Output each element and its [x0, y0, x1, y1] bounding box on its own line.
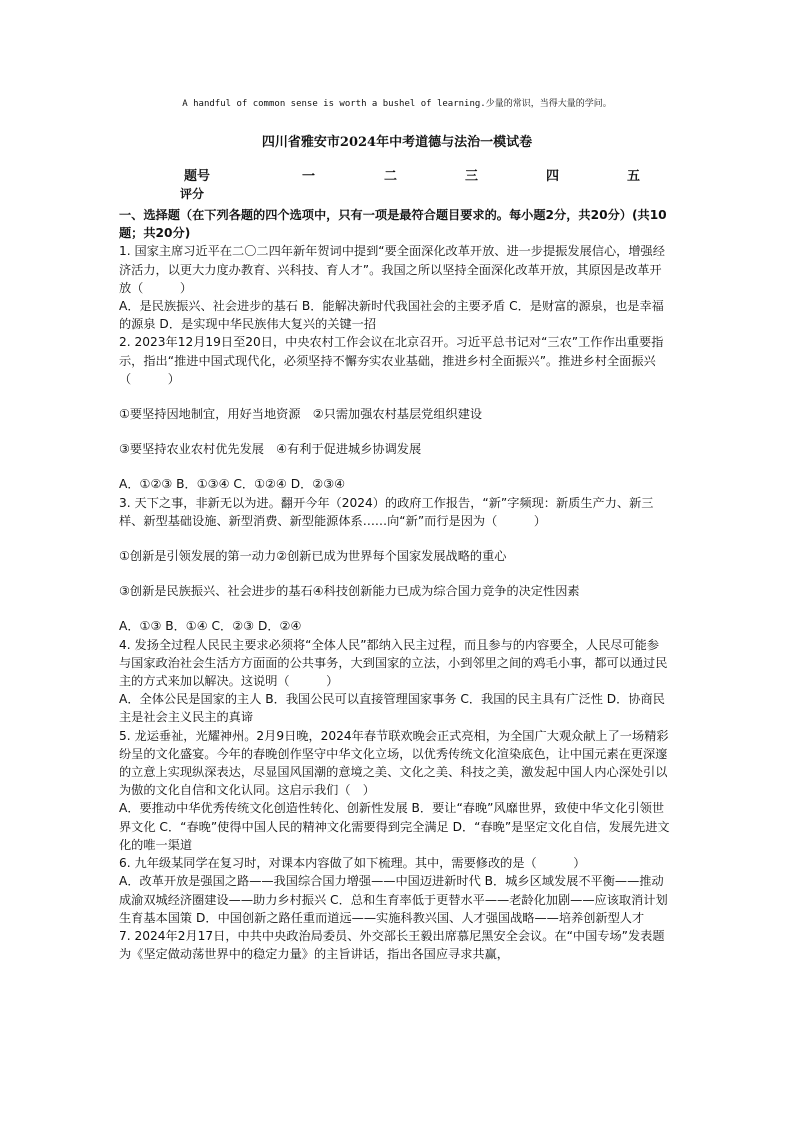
question-2-stem: 2. 2023年12月19日至20日，中央农村工作会议在北京召开。习近平总书记对“三农”工作作出重要指示，指出“推进中国式现代化，必须坚持不懈夯实农业基础，推进乡村全面振兴”。推进乡村全面振兴（ ）	[119, 335, 664, 386]
score-col-5: 五	[627, 169, 641, 184]
score-table-sublabel: 评分	[180, 187, 205, 201]
question-3-statement-2: ③创新是民族振兴、社会进步的基石④科技创新能力已成为综合国力竞争的决定性因素	[119, 584, 580, 599]
question-4-options: A．全体公民是国家的主人 B．我国公民可以直接管理国家事务 C．我国的民主具有广泛性 D．协商民主是社会主义民主的真谛	[119, 692, 665, 725]
section-heading: 一、选择题（在下列各题的四个选项中，只有一项是最符合题目要求的。每小题2分，共20分）(共10题；共20分)	[119, 208, 667, 241]
question-6-options: A．改革开放是强国之路——我国综合国力增强——中国迈进新时代 B．城乡区域发展不平衡——推动成渝双城经济圈建设——助力乡村振兴 C．总和生育率低于更替水平——老龄化加剧——应该取消计划生育基本国策 D．中国创新之路任重而道远——实施科教兴国、人才强国战略——培养创新型人才	[119, 874, 668, 925]
question-2-options: A．①②③ B．①③④ C．①②④ D．②③④	[119, 477, 346, 492]
question-5-stem: 5. 龙运垂祉，光耀神州。2月9日晚，2024年春节联欢晚会正式亮相，为全国广大观众献上了一场精彩纷呈的文化盛宴。今年的春晚创作坚守中华文化立场，以优秀传统文化渲染底色，让中国元素在更深邃的立意上实现纵深表达，尽显国风国潮的意境之美、文化之美、科技之美，激发起中国人内心深处引以为傲的文化自信和文化认同。这启示我们（ ）	[119, 728, 669, 798]
score-col-1: 一	[302, 169, 316, 184]
question-3-stem: 3. 天下之事，非新无以为进。翻开今年（2024）的政府工作报告，“新”字频现：新质生产力、新三样、新型基础设施、新型消费、新型能源体系……向“新”而行是因为（ ）	[119, 495, 654, 528]
question-3-options: A．①③ B．①④ C．②③ D．②④	[119, 619, 302, 634]
question-5-options: A．要推动中华优秀传统文化创造性转化、创新性发展 B．要让“春晚”风靡世界，致使中华文化引领世界文化 C．“春晚”使得中国人民的精神文化需要得到完全满足 D．“春晚”是坚定文化自信，发展先进文化的唯一渠道	[119, 801, 670, 852]
question-1-options: A．是民族振兴、社会进步的基石 B．能解决新时代我国社会的主要矛盾 C．是财富的源泉，也是幸福的源泉 D．是实现中华民族伟大复兴的关键一招	[119, 299, 664, 332]
question-4-stem: 4. 发扬全过程人民民主要求必须将“全体人民”都纳入民主过程，而且参与的内容要全，人民尽可能参与国家政治社会生活方方面面的公共事务，大到国家的立法，小到邻里之间的鸡毛小事，都可以通过民主的方式来加以解决。这说明（ ）	[119, 637, 668, 689]
score-table	[0, 165, 794, 185]
score-col-2: 二	[384, 169, 398, 184]
exam-title: 四川省雅安市2024年中考道德与法治一模试卷	[261, 135, 533, 150]
question-7-stem: 7. 2024年2月17日，中共中央政治局委员、外交部长王毅出席慕尼黑安全会议。在“中国专场”发表题为《坚定做动荡世界中的稳定力量》的主旨讲话，指出各国应寻求共赢，	[119, 928, 665, 962]
question-3-statement-1: ①创新是引领发展的第一动力②创新已成为世界每个国家发展战略的重心	[119, 549, 507, 564]
question-1-stem: 1. 国家主席习近平在二〇二四年新年贺词中提到“要全面深化改革开放、进一步提振发展信心，增强经济活力，以更大力度办教育、兴科技、育人才”。我国之所以坚持全面深化改革开放，其原因是改革开放（ ）	[119, 244, 665, 295]
score-col-3: 三	[465, 169, 479, 184]
score-col-4: 四	[546, 169, 560, 184]
question-content	[119, 206, 671, 963]
header-motto: A handful of common sense is worth a bushel of learning.少量的常识，当得大量的学问。	[182, 99, 612, 109]
score-table-label: 题号	[184, 169, 211, 184]
question-2-statement-1: ①要坚持因地制宜，用好当地资源 ②只需加强农村基层党组织建设	[119, 407, 483, 422]
question-2-statement-2: ③要坚持农业农村优先发展 ④有利于促进城乡协调发展	[119, 442, 422, 457]
question-6-stem: 6. 九年级某同学在复习时，对课本内容做了如下梳理。其中，需要修改的是（ ）	[119, 856, 586, 871]
